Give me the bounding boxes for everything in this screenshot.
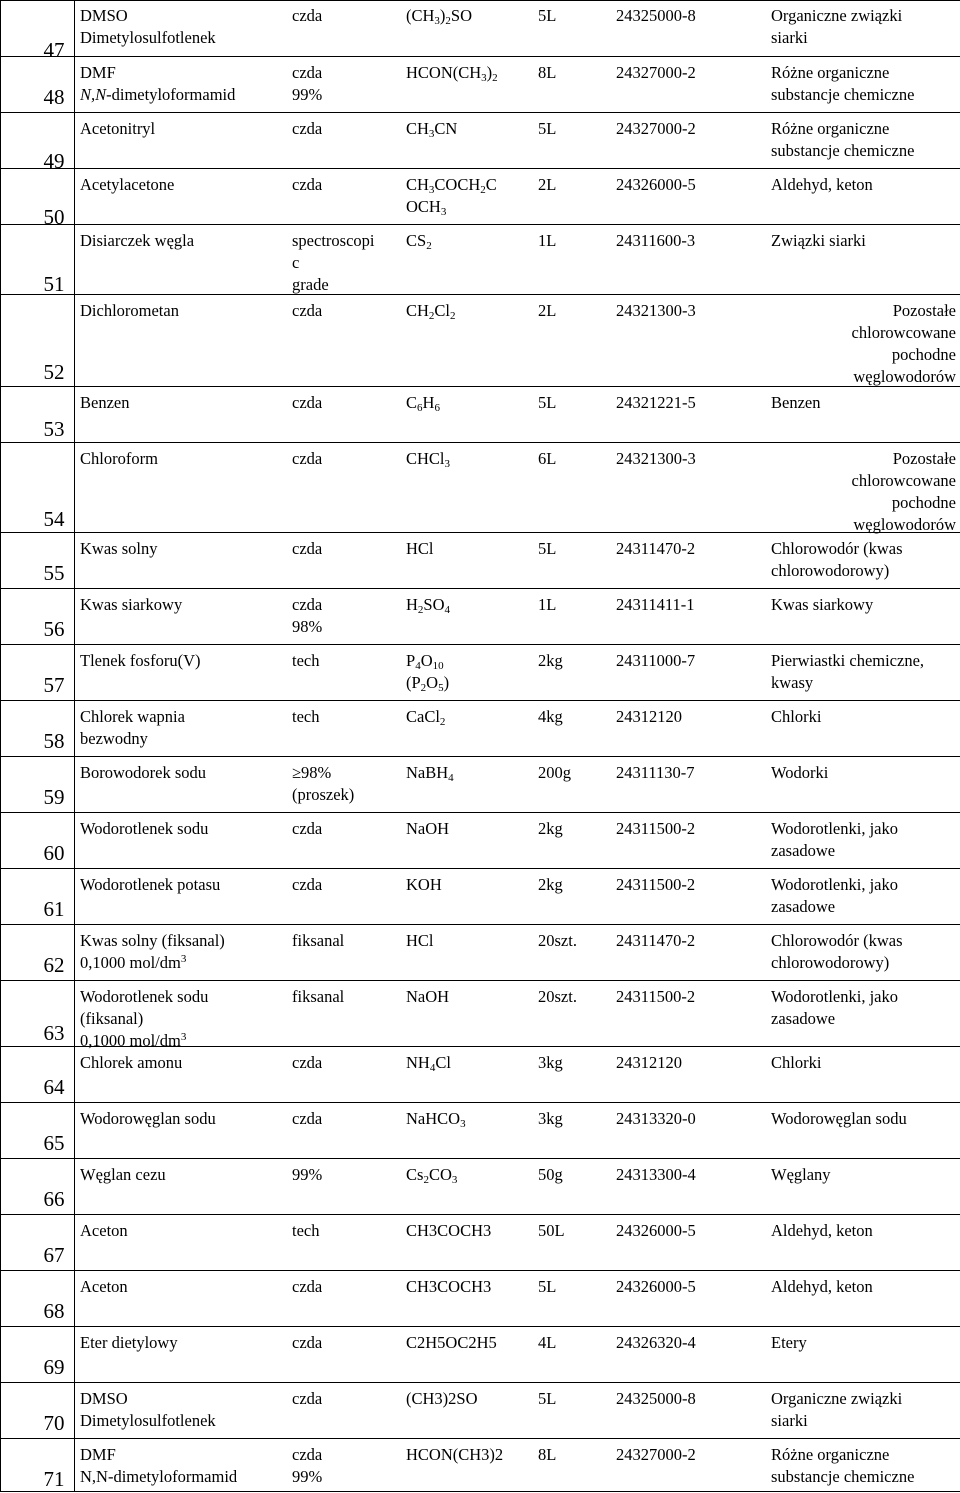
chemical-formula: $C_6H_6$ (406, 393, 440, 414)
row-number: 52 (43, 360, 65, 384)
quantity: 8L (538, 63, 557, 82)
chemical-formula: CH3COCH3 (406, 1277, 492, 1296)
quantity: 200g (538, 763, 571, 782)
category: Wodorotlenki, jako zasadowe (771, 819, 898, 860)
chemical-formula: C2H5OC2H5 (406, 1333, 497, 1352)
chemical-formula: HCl (406, 539, 434, 558)
quantity: 5L (538, 6, 557, 25)
table-row (0, 1158, 960, 1215)
row-number: 65 (43, 1131, 65, 1155)
cpv-code: 24312120 (616, 707, 682, 726)
row-number: 70 (43, 1411, 65, 1435)
purity-grade: fiksanal (292, 987, 345, 1006)
table-row (0, 756, 960, 813)
reagent-name: DMF N,N-dimetyloformamid (80, 63, 236, 104)
table-row (0, 294, 960, 387)
purity-grade: czda 98% (292, 595, 323, 636)
quantity: 2kg (538, 651, 563, 670)
cpv-code: 24327000-2 (616, 119, 696, 138)
table-row (0, 1046, 960, 1103)
quantity: 3kg (538, 1109, 563, 1128)
cpv-code: 24326000-5 (616, 1221, 696, 1240)
cpv-code: 24325000-8 (616, 6, 696, 25)
category: Organiczne związki siarki (771, 6, 903, 47)
purity-grade: czda 99% (292, 63, 323, 104)
cpv-code: 24311600-3 (616, 231, 696, 250)
purity-grade: czda (292, 1277, 323, 1296)
reagent-name: Disiarczek węgla (80, 231, 195, 250)
row-number: 67 (43, 1243, 65, 1267)
row-number: 58 (43, 729, 65, 753)
table-row (0, 56, 960, 113)
row-number: 49 (43, 149, 65, 173)
purity-grade: 99% (292, 1165, 323, 1184)
row-number: 66 (43, 1187, 65, 1211)
category: Chlorki (771, 707, 822, 726)
purity-grade: fiksanal (292, 931, 345, 950)
category: Chlorowodór (kwas chlorowodorowy) (771, 539, 903, 580)
category: Aldehyd, keton (771, 175, 873, 194)
row-number: 61 (43, 897, 65, 921)
reagent-name: Eter dietylowy (80, 1333, 178, 1352)
row-number: 71 (43, 1467, 65, 1491)
table-row (0, 442, 960, 533)
category: Aldehyd, keton (771, 1277, 873, 1296)
cpv-code: 24311470-2 (616, 539, 696, 558)
chemical-formula: $H_2SO_4$ (406, 595, 451, 616)
cpv-code: 24325000-8 (616, 1389, 696, 1408)
table-row (0, 0, 960, 62)
quantity: 2L (538, 301, 557, 320)
purity-grade: czda (292, 6, 323, 25)
reagent-name: Kwas siarkowy (80, 595, 183, 614)
purity-grade: czda (292, 1389, 323, 1408)
purity-grade: spectroscopi c grade (292, 231, 375, 294)
reagent-name: Chloroform (80, 449, 158, 468)
purity-grade: czda (292, 301, 323, 320)
table-row (0, 924, 960, 981)
chemical-formula: NaBH$_4$ (406, 763, 454, 784)
chemical-formula: $HCON(CH_3)_2$ (406, 63, 498, 84)
table-row (0, 1102, 960, 1159)
chemical-formula: HCl (406, 931, 434, 950)
quantity: 5L (538, 539, 557, 558)
quantity: 20szt. (538, 987, 577, 1006)
row-number: 55 (43, 561, 65, 585)
row-number: 56 (43, 617, 65, 641)
category: Etery (771, 1333, 807, 1352)
category: Pierwiastki chemiczne, kwasy (771, 651, 925, 692)
category: Różne organiczne substancje chemiczne (771, 1445, 915, 1486)
table-row (0, 112, 960, 173)
cpv-code: 24327000-2 (616, 63, 696, 82)
purity-grade: czda (292, 1053, 323, 1072)
cpv-code: 24312120 (616, 1053, 682, 1072)
category: Aldehyd, keton (771, 1221, 873, 1240)
table-row (0, 812, 960, 869)
quantity: 5L (538, 119, 557, 138)
quantity: 50g (538, 1165, 563, 1184)
reagent-name: Aceton (80, 1221, 128, 1240)
purity-grade: tech (292, 651, 320, 670)
table-row (0, 1382, 960, 1439)
reagent-name: Borowodorek sodu (80, 763, 207, 782)
table-row (0, 224, 960, 295)
chemical-formula: $Cs_2CO_3$ (406, 1165, 458, 1186)
reagent-name: Chlorek wapnia bezwodny (80, 707, 185, 748)
chemical-formula: NaHCO$_3$ (406, 1109, 466, 1130)
chemical-formula: NaOH (406, 819, 450, 838)
cpv-code: 24311500-2 (616, 987, 696, 1006)
reagent-name: Aceton (80, 1277, 128, 1296)
cpv-code: 24311500-2 (616, 875, 696, 894)
purity-grade: tech (292, 1221, 320, 1240)
row-number: 57 (43, 673, 65, 697)
chemical-formula: CHCl$_3$ (406, 449, 451, 470)
quantity: 5L (538, 1277, 557, 1296)
reagent-name: Dichlorometan (80, 301, 179, 320)
row-number: 48 (43, 85, 65, 109)
reagent-name: Acetylacetone (80, 175, 175, 194)
category: Związki siarki (771, 231, 866, 250)
category: Wodorotlenki, jako zasadowe (771, 987, 898, 1028)
quantity: 1L (538, 231, 557, 250)
cpv-code: 24321300-3 (616, 301, 696, 320)
row-number: 51 (43, 272, 65, 296)
reagent-name: Wodorotlenek sodu (80, 819, 209, 838)
category: Węglany (771, 1165, 831, 1184)
purity-grade: czda (292, 1333, 323, 1352)
purity-grade: czda (292, 1109, 323, 1128)
reagent-name: Węglan cezu (80, 1165, 166, 1184)
category: Wodorowęglan sodu (771, 1109, 907, 1128)
row-number: 47 (43, 38, 65, 62)
table-row (0, 588, 960, 645)
table-row (0, 386, 960, 443)
chemical-formula: NaOH (406, 987, 450, 1006)
table-row (0, 168, 960, 229)
purity-grade: ≥98% (proszek) (292, 763, 355, 804)
quantity: 4kg (538, 707, 563, 726)
quantity: 6L (538, 449, 557, 468)
purity-grade: czda (292, 539, 323, 558)
reagent-name: Kwas solny (80, 539, 158, 558)
category: Wodorotlenki, jako zasadowe (771, 875, 898, 916)
table-row (0, 532, 960, 589)
row-number: 63 (43, 1021, 65, 1045)
cpv-code: 24311130-7 (616, 763, 695, 782)
row-number: 68 (43, 1299, 65, 1323)
table-row (0, 1326, 960, 1383)
reagent-name: DMSO Dimetylosulfotlenek (80, 1389, 216, 1430)
category: Chlorki (771, 1053, 822, 1072)
row-number: 62 (43, 953, 65, 977)
chemical-formula: KOH (406, 875, 442, 894)
reagent-name: Tlenek fosforu(V) (80, 651, 201, 670)
purity-grade: czda 99% (292, 1445, 323, 1486)
row-number: 64 (43, 1075, 65, 1099)
cpv-code: 24321221-5 (616, 393, 696, 412)
chemical-formula: $(CH_3)_2SO$ (406, 6, 473, 27)
chemical-formula: HCON(CH3)2 (406, 1445, 504, 1464)
chemical-formula: (CH3)2SO (406, 1389, 478, 1408)
category: Benzen (771, 393, 821, 412)
cpv-code: 24311000-7 (616, 651, 696, 670)
row-number: 60 (43, 841, 65, 865)
cpv-code: 24327000-2 (616, 1445, 696, 1464)
purity-grade: czda (292, 393, 323, 412)
category: Pozostałe chlorowcowane pochodne węglowodorów (851, 301, 956, 386)
quantity: 2kg (538, 875, 563, 894)
category: Kwas siarkowy (771, 595, 874, 614)
cpv-code: 24326320-4 (616, 1333, 696, 1352)
quantity: 20szt. (538, 931, 577, 950)
reagent-name: Chlorek amonu (80, 1053, 183, 1072)
table-row (0, 700, 960, 757)
category: Różne organiczne substancje chemiczne (771, 119, 915, 160)
row-number: 69 (43, 1355, 65, 1379)
chemical-formula: $CH_2Cl_2$ (406, 301, 456, 322)
cpv-code: 24313300-4 (616, 1165, 696, 1184)
category: Chlorowodór (kwas chlorowodorowy) (771, 931, 903, 972)
quantity: 4L (538, 1333, 557, 1352)
quantity: 3kg (538, 1053, 563, 1072)
reagent-name: DMSO Dimetylosulfotlenek (80, 6, 216, 47)
purity-grade: czda (292, 819, 323, 838)
cpv-code: 24313320-0 (616, 1109, 696, 1128)
cpv-code: 24326000-5 (616, 175, 696, 194)
cpv-code: 24311500-2 (616, 819, 696, 838)
category: Pozostałe chlorowcowane pochodne węglowodorów (851, 449, 956, 534)
quantity: 5L (538, 1389, 557, 1408)
chemical-formula: $CS_2$ (406, 231, 432, 252)
reagent-name: Wodorowęglan sodu (80, 1109, 216, 1128)
reagent-name: Benzen (80, 393, 130, 412)
chemical-formula: $P_4O_{10}$ $(P_2O_5)$ (406, 651, 450, 694)
table-row (0, 1438, 960, 1493)
category: Organiczne związki siarki (771, 1389, 903, 1430)
table-row (0, 980, 960, 1050)
table-row (0, 868, 960, 925)
chemical-formula: $NH_4Cl$ (406, 1053, 451, 1074)
table-row (0, 1214, 960, 1271)
purity-grade: czda (292, 119, 323, 138)
cpv-code: 24321300-3 (616, 449, 696, 468)
row-number: 50 (43, 205, 65, 229)
reagent-name: Wodorotlenek potasu (80, 875, 221, 894)
reagent-name: Acetonitryl (80, 119, 156, 138)
quantity: 2L (538, 175, 557, 194)
chemical-formula: $CH_3COCH_2C$ $OCH_3$ (406, 175, 497, 218)
purity-grade: czda (292, 449, 323, 468)
cpv-code: 24311470-2 (616, 931, 696, 950)
cpv-code: 24326000-5 (616, 1277, 696, 1296)
category: Wodorki (771, 763, 829, 782)
table-row (0, 644, 960, 701)
quantity: 1L (538, 595, 557, 614)
purity-grade: czda (292, 875, 323, 894)
reagent-name: DMF N,N-dimetyloformamid (80, 1445, 238, 1486)
quantity: 5L (538, 393, 557, 412)
quantity: 2kg (538, 819, 563, 838)
quantity: 50L (538, 1221, 565, 1240)
chemical-formula: $CH_3CN$ (406, 119, 458, 140)
chemical-formula: CH3COCH3 (406, 1221, 492, 1240)
row-number: 59 (43, 785, 65, 809)
row-number: 53 (43, 417, 65, 441)
purity-grade: czda (292, 175, 323, 194)
row-number: 54 (43, 507, 65, 531)
chemical-formula: CaCl$_2$ (406, 707, 446, 728)
purity-grade: tech (292, 707, 320, 726)
table-row (0, 1270, 960, 1327)
reagent-name: Wodorotlenek sodu (fiksanal) 0,1000 mol/$dm^3$ (80, 987, 209, 1050)
reagent-name: Kwas solny (fiksanal) 0,1000 mol/$dm^3$ (80, 931, 225, 972)
category: Różne organiczne substancje chemiczne (771, 63, 915, 104)
cpv-code: 24311411-1 (616, 595, 695, 614)
quantity: 8L (538, 1445, 557, 1464)
